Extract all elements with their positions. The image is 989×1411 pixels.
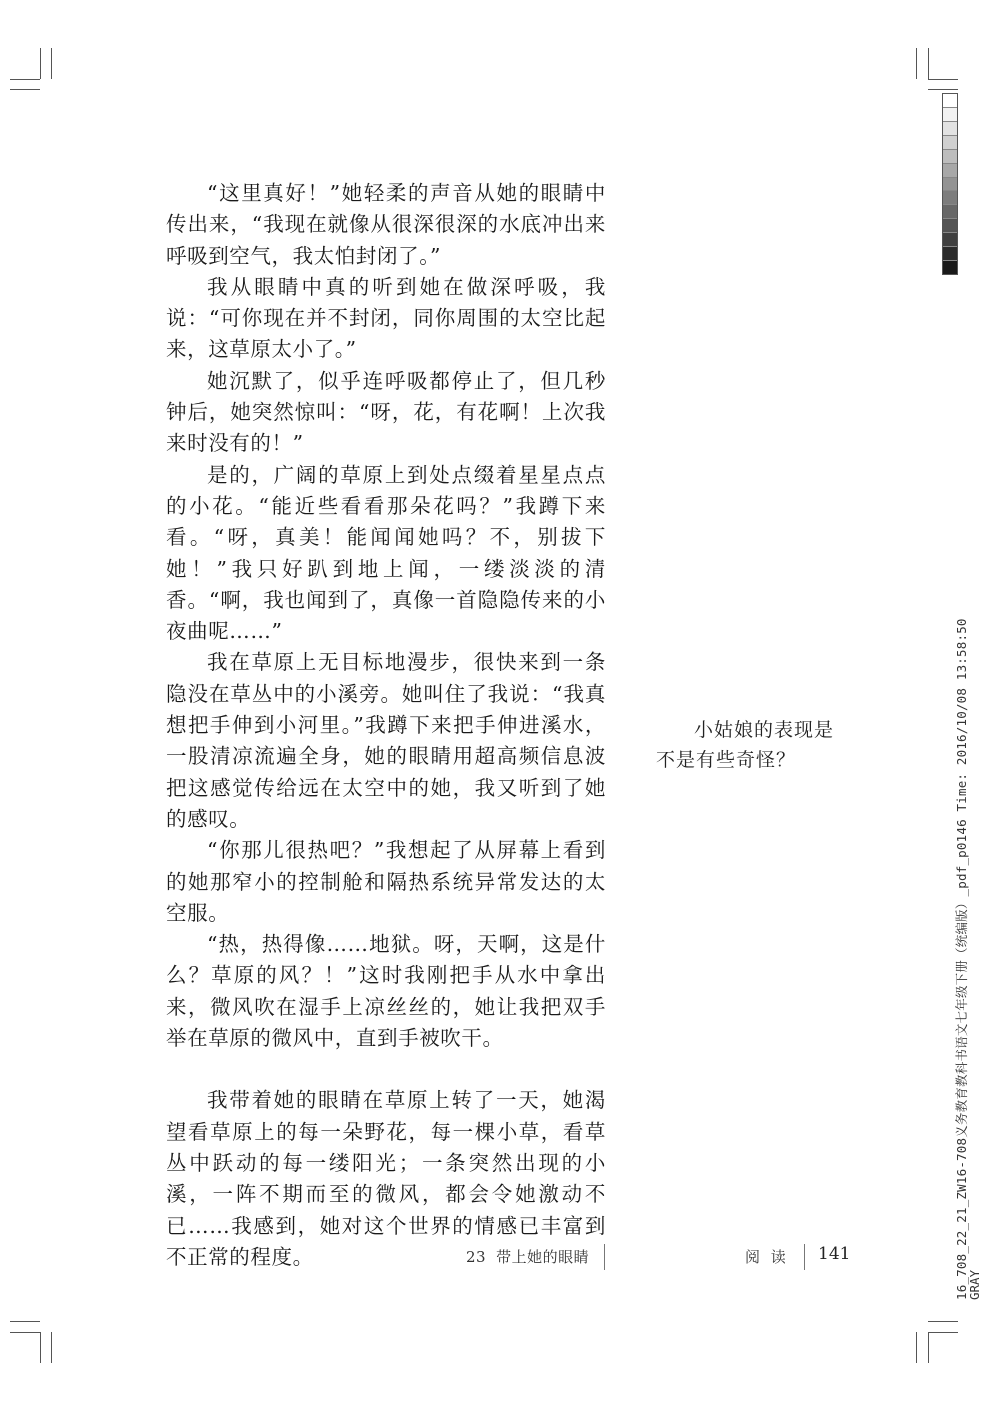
gray-cell bbox=[943, 150, 957, 164]
paragraph: 她沉默了，似乎连呼吸都停止了，但几秒钟后，她突然惊叫：“呀，花，有花啊！上次我来时没有的！” bbox=[166, 368, 606, 456]
crop-mark-bottom-right-h2 bbox=[928, 1332, 958, 1333]
gray-cell bbox=[943, 219, 957, 233]
crop-mark-bottom-right-v bbox=[916, 1332, 917, 1363]
margin-note-line: 小姑娘的表现是 bbox=[694, 719, 835, 741]
gray-cell bbox=[943, 191, 957, 205]
paragraph: 是的，广阔的草原上到处点缀着星星点点的小花。“能近些看看那朵花吗？”我蹲下来看。“呀，真美！能闻闻她吗？不，别拔下她！”我只好趴到地上闻，一缕淡淡的清香。“啊，我也闻到了，真像一首隐隐传来的小夜曲呢……” bbox=[166, 462, 606, 644]
paragraph: 我从眼睛中真的听到她在做深呼吸，我说：“可你现在并不封闭，同你周围的太空比起来，这草原太小了。” bbox=[166, 274, 606, 362]
lesson-number: 23 bbox=[466, 1248, 487, 1266]
paragraph: “热，热得像……地狱。呀，天啊，这是什么？草原的风？！”这时我刚把手从水中拿出来，微风吹在湿手上凉丝丝的，她让我把双手举在草原的微风中，直到手被吹干。 bbox=[166, 932, 606, 1051]
paragraph: “这里真好！”她轻柔的声音从她的眼睛中传出来，“我现在就像从很深很深的水底冲出来呼吸到空气，我太怕封闭了。” bbox=[166, 181, 606, 268]
gray-cell bbox=[943, 122, 957, 136]
crop-mark-top-right-v2 bbox=[928, 48, 929, 79]
footer-lesson bbox=[466, 1246, 589, 1267]
footer-section: 阅 读 bbox=[745, 1248, 789, 1266]
crop-mark-bottom-left-v bbox=[40, 1332, 41, 1363]
gray-cell bbox=[943, 205, 957, 219]
article-body bbox=[166, 178, 606, 1273]
printer-info: 16_708_22_21_ZW16-708义务教育教科书语文七年级下册（统编版）_pdf_p0146 Time: 2016/10/08 13:58:50 bbox=[954, 618, 969, 1300]
crop-mark-top-left-v bbox=[40, 48, 41, 79]
margin-note bbox=[656, 715, 846, 775]
crop-mark-bottom-left-h bbox=[10, 1321, 40, 1322]
gray-cell bbox=[943, 94, 957, 108]
crop-mark-top-right-v bbox=[916, 48, 917, 79]
crop-mark-top-left-h2 bbox=[10, 89, 40, 90]
margin-note-line: 不是有些奇怪？ bbox=[656, 749, 797, 771]
crop-mark-top-right-h2 bbox=[928, 89, 958, 90]
gray-cell bbox=[943, 136, 957, 150]
paragraph: “你那儿很热吧？”我想起了从屏幕上看到的她那窄小的控制舱和隔热系统异常发达的太空服。 bbox=[166, 838, 606, 925]
crop-mark-top-left-v2 bbox=[51, 48, 52, 79]
crop-mark-bottom-left-h2 bbox=[10, 1332, 40, 1333]
gray-cell bbox=[943, 108, 957, 122]
footer-separator bbox=[604, 1244, 605, 1270]
gray-cell bbox=[943, 233, 957, 247]
gray-cell bbox=[943, 261, 957, 274]
crop-mark-bottom-right-h bbox=[928, 1321, 958, 1322]
paragraph: 我在草原上无目标地漫步，很快来到一条隐没在草丛中的小溪旁。她叫住了我说：“我真想把手伸到小河里。”我蹲下来把手伸进溪水，一股清凉流遍全身，她的眼睛用超高频信息波把这感觉传给远在太空中的她，我又听到了她的感叹。 bbox=[166, 650, 606, 831]
gray-scale-bar bbox=[942, 93, 958, 275]
gray-cell bbox=[943, 178, 957, 192]
crop-mark-top-left-h bbox=[10, 79, 40, 80]
crop-mark-bottom-right-v2 bbox=[928, 1332, 929, 1363]
crop-mark-bottom-left-v2 bbox=[51, 1332, 52, 1363]
lesson-title: 带上她的眼睛 bbox=[496, 1248, 590, 1266]
footer-separator bbox=[804, 1244, 805, 1270]
page-number: 141 bbox=[818, 1244, 851, 1264]
crop-mark-top-right-h bbox=[928, 79, 958, 80]
gray-cell bbox=[943, 164, 957, 178]
printer-code: GRAY bbox=[967, 1269, 982, 1300]
gray-cell bbox=[943, 247, 957, 261]
paragraph: 我带着她的眼睛在草原上转了一天，她渴望看草原上的每一朵野花，每一棵小草，看草丛中跃动的每一缕阳光；一条突然出现的小溪，一阵不期而至的微风，都会令她激动不已……我感到，她对这个世界的情感已丰富到不正常的程度。 bbox=[166, 1088, 606, 1269]
